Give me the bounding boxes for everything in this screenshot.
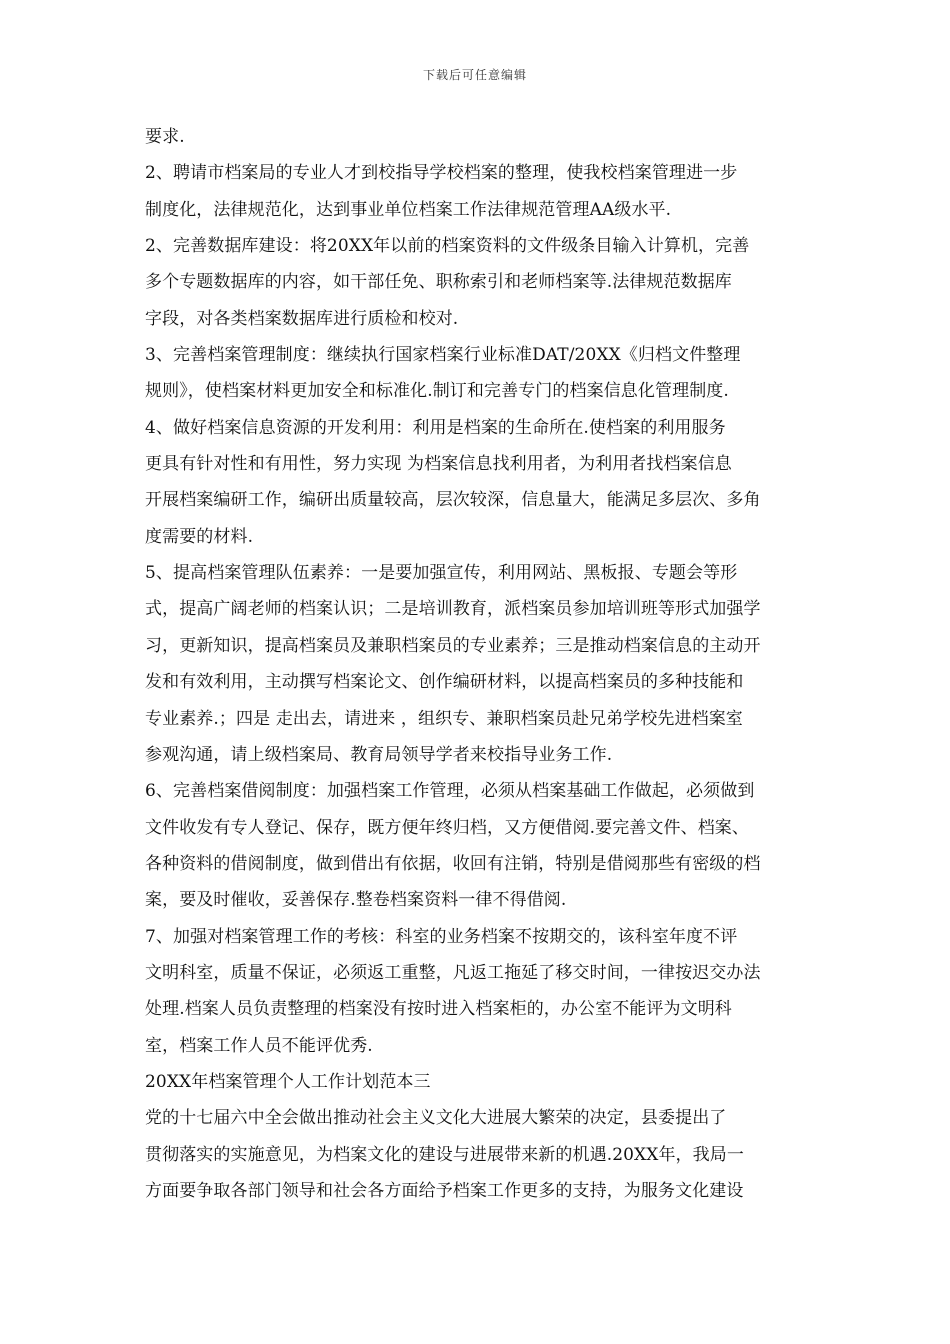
text-line: 3、完善档案管理制度：继续执行国家档案行业标准DAT/20XX《归档文件整理 — [145, 345, 741, 366]
text-line: 更具有针对性和有用性，努力实现 为档案信息找利用者，为利用者找档案信息 — [145, 454, 732, 475]
text-line: 文件收发有专人登记、保存，既方便年终归档，又方便借阅.要完善文件、档案、 — [145, 817, 750, 838]
text-line: 要求. — [145, 127, 185, 147]
text-line: 制度化，法律规范化，达到事业单位档案工作法律规范管理AA级水平. — [145, 199, 672, 220]
text-line: 式，提高广阔老师的档案认识；二是培训教育，派档案员参加培训班等形式加强学 — [145, 599, 761, 620]
section-heading: 20XX年档案管理个人工作计划范本三 — [145, 1071, 431, 1092]
text-line: 度需要的材料. — [145, 526, 254, 547]
text-line: 方面要争取各部门领导和社会各方面给予档案工作更多的支持，为服务文化建设 — [145, 1180, 744, 1201]
text-line: 贯彻落实的实施意见，为档案文化的建设与进展带来新的机遇.20XX年，我局一 — [145, 1144, 744, 1165]
text-line: 5、提高档案管理队伍素养：一是要加强宣传，利用网站、黑板报、专题会等形 — [145, 563, 738, 584]
text-line: 党的十七届六中全会做出推动社会主义文化大进展大繁荣的决定，县委提出了 — [145, 1108, 727, 1129]
document-body — [145, 119, 811, 1209]
text-line: 室，档案工作人员不能评优秀. — [145, 1035, 373, 1056]
text-line: 规则》，使档案材料更加安全和标准化.制订和完善专门的档案信息化管理制度. — [145, 381, 729, 402]
page-header: 下载后可任意编辑 — [422, 68, 527, 82]
text-line: 各种资料的借阅制度，做到借出有依据，收回有注销，特别是借阅那些有密级的档 — [145, 853, 761, 874]
text-line: 文明科室，质量不保证，必须返工重整，凡返工拖延了移交时间，一律按迟交办法 — [145, 962, 761, 983]
text-line: 参观沟通，请上级档案局、教育局领导学者来校指导业务工作. — [145, 744, 613, 765]
text-line: 发和有效利用，主动撰写档案论文、创作编研材料，以提高档案员的多种技能和 — [145, 672, 744, 693]
text-line: 多个专题数据库的内容，如干部任免、职称索引和老师档案等.法律规范数据库 — [145, 272, 732, 293]
text-line: 7、加强对档案管理工作的考核：科室的业务档案不按期交的，该科室年度不评 — [145, 926, 738, 947]
text-line: 专业素养.；四是 走出去，请进来 ，组织专、兼职档案员赴兄弟学校先进档案室 — [145, 708, 743, 729]
text-line: 开展档案编研工作，编研出质量较高，层次较深，信息量大，能满足多层次、多角 — [145, 490, 761, 511]
text-line: 习，更新知识，提高档案员及兼职档案员的专业素养；三是推动档案信息的主动开 — [145, 635, 761, 656]
text-line: 2、聘请市档案局的专业人才到校指导学校档案的整理，使我校档案管理进一步 — [145, 163, 738, 184]
text-line: 案，要及时催收，妥善保存.整卷档案资料一律不得借阅. — [145, 890, 567, 911]
text-line: 处理.档案人员负责整理的档案没有按时进入档案柜的，办公室不能评为文明科 — [145, 999, 732, 1020]
text-line: 4、做好档案信息资源的开发利用：利用是档案的生命所在.使档案的利用服务 — [145, 417, 726, 438]
text-line: 6、完善档案借阅制度：加强档案工作管理，必须从档案基础工作做起，必须做到 — [145, 781, 755, 802]
text-line: 2、完善数据库建设：将20XX年以前的档案资料的文件级条目输入计算机，完善 — [145, 236, 750, 257]
text-line: 字段，对各类档案数据库进行质检和校对. — [145, 308, 459, 329]
